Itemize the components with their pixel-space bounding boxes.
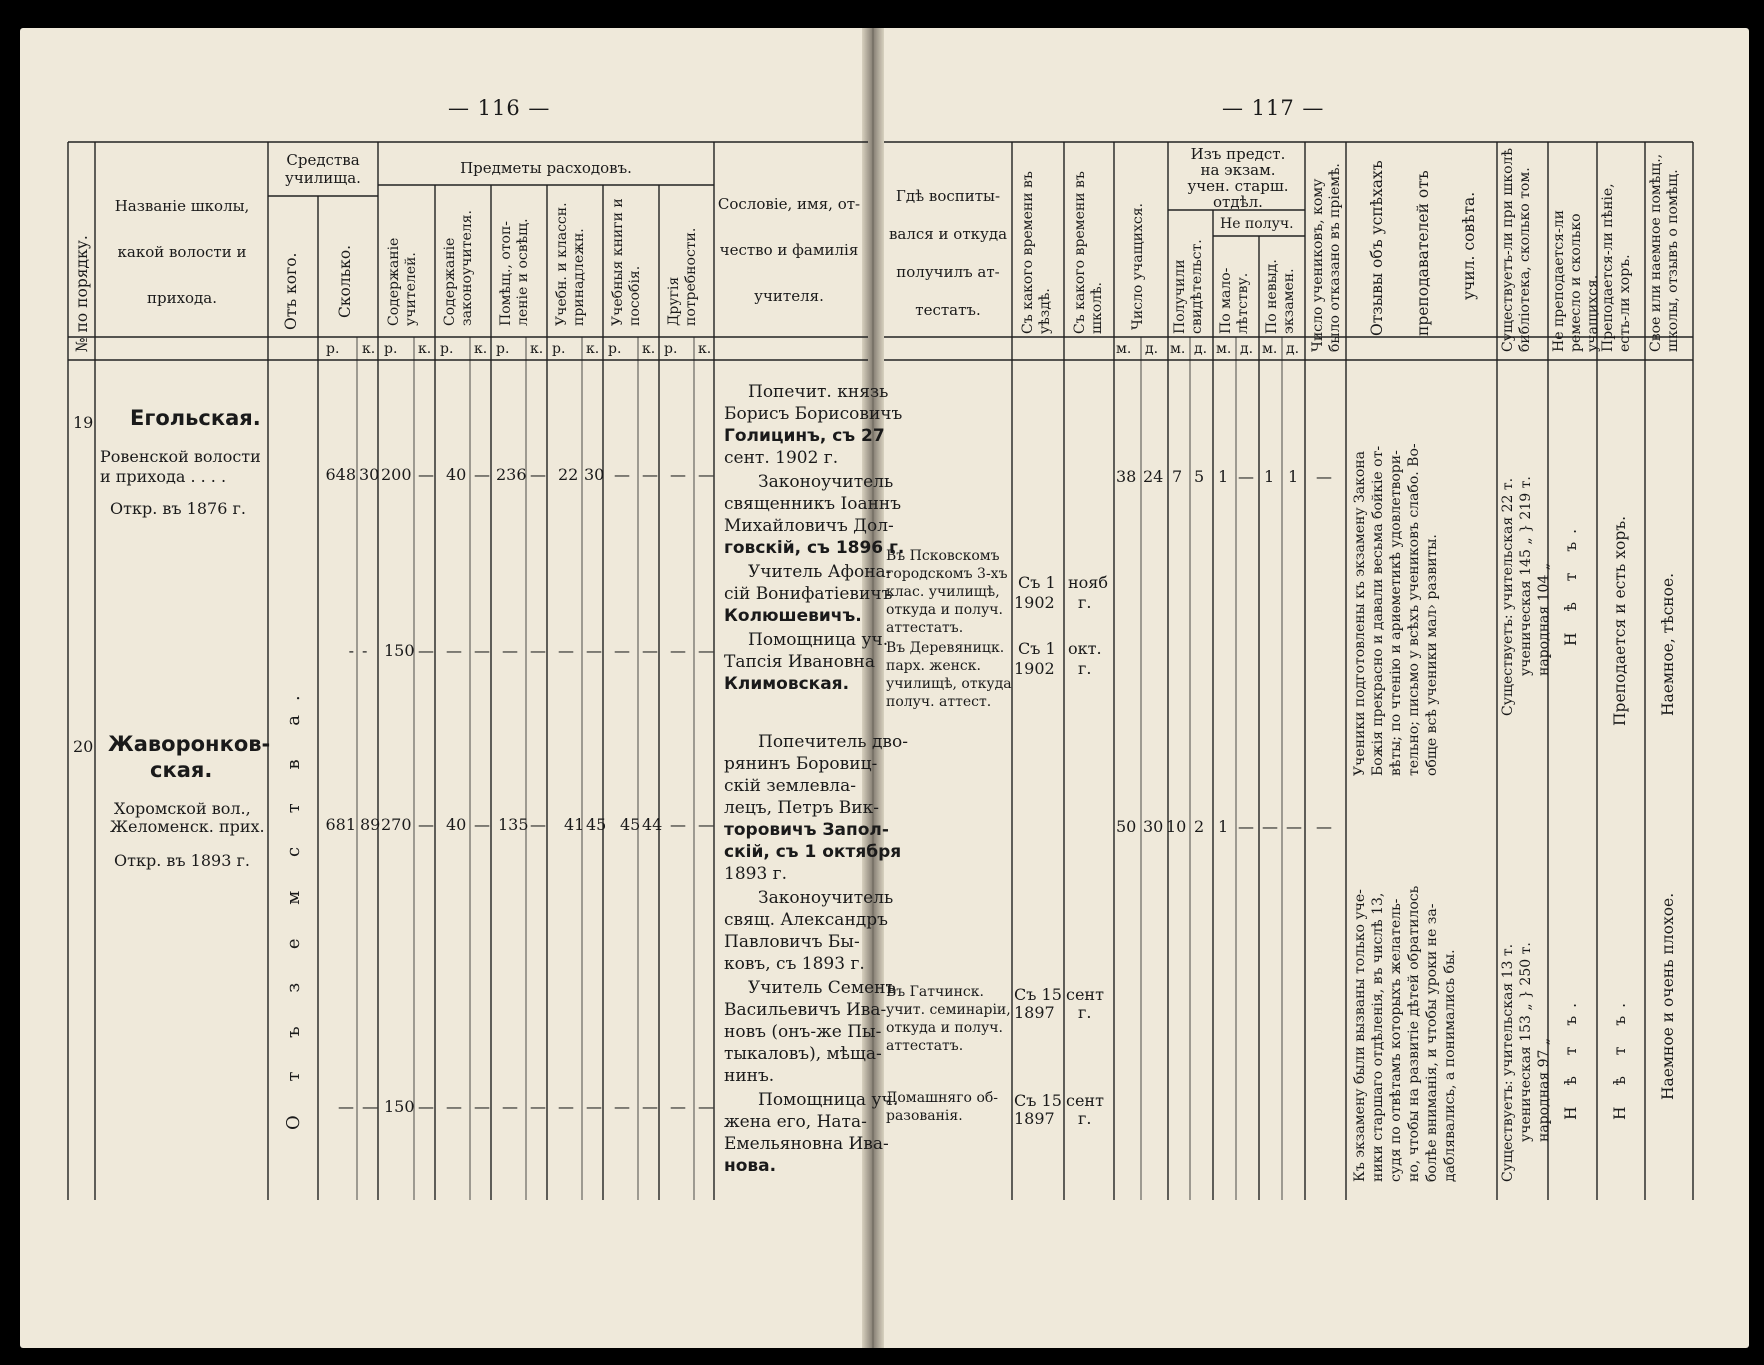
educated-line: клас. училищѣ, <box>886 584 1000 600</box>
teacher-line: Емельяновна Ива- <box>724 1134 889 1154</box>
rk-label: р. <box>496 341 510 357</box>
minor: 1 <box>1264 467 1275 486</box>
header-teacher-1: Сословіе, имя, от- <box>717 195 861 213</box>
rk-label: к. <box>698 341 712 357</box>
premises-value: Наемное, тѣсное. <box>1659 572 1677 716</box>
since-school: сент <box>1066 985 1104 1004</box>
teacher-line: Законоучитель <box>758 888 894 908</box>
teacher-line: нинъ. <box>724 1066 775 1086</box>
review-line: Божія прекрасно и давали весьма бойкіе от- <box>1370 445 1386 776</box>
review-line: даблявались, а понимались бы. <box>1442 949 1458 1182</box>
header-craft: Не преподается-ли ремесло и сколько учащихся. <box>1551 210 1601 352</box>
not-passed: 1 <box>1288 467 1299 486</box>
teacher-line: скій, съ 1 октября <box>724 842 902 862</box>
school-parish: Ровенской волости <box>100 447 261 466</box>
exp-law-r: 40 <box>446 465 467 484</box>
teacher-line: говскій, съ 1896 г. <box>724 538 905 558</box>
educated-line: Въ Деревяницк. <box>886 640 1005 656</box>
review-line: ники старшаго отдѣленія, въ числѣ 13, <box>1370 892 1386 1182</box>
exp-other-r: — <box>670 465 686 484</box>
md-label: д. <box>1286 341 1300 357</box>
received-m: 1 <box>1218 817 1229 836</box>
educated-line: парх. женск. <box>886 658 981 674</box>
library-line: Существуетъ: учительская 22 т. <box>1500 477 1516 716</box>
zemstvo-label: О т ъ з е м с т в а. <box>283 681 304 1130</box>
pupils-m: 38 <box>1116 467 1137 486</box>
pupils-f: 24 <box>1143 467 1164 486</box>
header-teacher-3: учителя. <box>754 287 824 305</box>
exp-supplies-k: 30 <box>584 465 605 484</box>
singing-value: Н ѣ т ъ. <box>1611 994 1629 1120</box>
presented-m: 7 <box>1172 467 1183 486</box>
dash: — <box>446 1097 462 1116</box>
school-opened: Откр. въ 1893 г. <box>114 851 250 870</box>
dash: — <box>614 1097 630 1116</box>
dash: — <box>586 641 602 660</box>
amount-rub: 681 <box>325 815 356 834</box>
teacher-line: Михайловичъ Дол- <box>724 516 894 536</box>
received-f: — <box>1238 817 1254 836</box>
dash: — <box>670 641 686 660</box>
educated-line: разованія. <box>886 1108 963 1124</box>
teacher-cell <box>718 382 905 702</box>
md-label: м. <box>1262 341 1278 357</box>
teacher-line: Учитель Семенъ <box>748 978 897 998</box>
header-presented-3: учен. старш. <box>1187 177 1289 195</box>
rk-label: к. <box>362 341 376 357</box>
dash: — <box>502 641 518 660</box>
not-passed: — <box>1286 817 1302 836</box>
dash: — <box>418 641 434 660</box>
since-school: г. <box>1078 1003 1092 1022</box>
rk-label: р. <box>664 341 678 357</box>
teacher-line: рянинъ Боровиц- <box>724 754 878 774</box>
header-singing: Преподается-ли пѣніе, есть-ли хоръ. <box>1600 183 1633 352</box>
library-line: народная 97 „ <box>1536 1037 1552 1142</box>
since-district: Съ 15 <box>1014 1091 1062 1110</box>
header-received: Получили свидѣтельст. <box>1172 239 1205 334</box>
teacher-line: Павловичъ Бы- <box>724 932 860 952</box>
dash: — <box>530 1097 546 1116</box>
header-exp-law-teacher: Содержаніе законоучителя. <box>442 210 475 326</box>
school-parish: Хоромской вол., <box>114 799 251 818</box>
rk-label: р. <box>440 341 454 357</box>
exp-supplies-r: 41 <box>564 815 585 834</box>
header-means: Средства училища. <box>285 151 361 187</box>
teacher-line: Законоучитель <box>758 472 894 492</box>
exp-teachers-r: 150 <box>384 641 415 660</box>
educated-line: получ. аттест. <box>886 694 992 710</box>
school-opened: Откр. въ 1876 г. <box>110 499 246 518</box>
teacher-line: Помощница уч. <box>758 1090 899 1110</box>
teacher-line: 1893 г. <box>724 864 787 884</box>
craft-value: Н ѣ т ъ. <box>1562 994 1580 1120</box>
review-line: Къ экзамену были вызваны только уче- <box>1352 889 1368 1182</box>
school-parish: Желоменск. прих. <box>110 817 265 836</box>
minor: — <box>1262 817 1278 836</box>
since-district: 1902 <box>1014 659 1055 678</box>
school-number: 19 <box>73 413 94 432</box>
review-line: болѣе вниманія, и чтобы уроки не за- <box>1424 903 1440 1182</box>
header-exp-books: Учебныя книги и пособія. <box>610 198 643 326</box>
rk-label: к. <box>642 341 656 357</box>
dash: — <box>698 1097 714 1116</box>
exp-books-k: 44 <box>642 815 663 834</box>
dash: — <box>642 641 658 660</box>
dash: — <box>614 641 630 660</box>
educated-line: Въ Гатчинск. <box>886 984 984 1000</box>
since-district: Съ 1 <box>1018 639 1056 658</box>
dash: — <box>446 641 462 660</box>
header-since-district: Съ какого времени въ уѣздѣ. <box>1020 171 1053 334</box>
review-line: вѣты; по чтенію и ариѳметикѣ удовлетвори- <box>1388 450 1404 776</box>
review-line: но, чтобы на развитіе дѣтей обратилось <box>1406 885 1422 1182</box>
teacher-line: Колюшевичъ. <box>724 606 862 626</box>
header-minor: По мало- лѣтству. <box>1218 267 1251 334</box>
rk-label: р. <box>326 341 340 357</box>
exp-law-k: — <box>474 815 490 834</box>
educated-line: Въ Псковскомъ <box>886 548 1000 564</box>
educated-line: училищѣ, откуда <box>886 676 1012 692</box>
exp-teachers-r: 270 <box>381 815 412 834</box>
since-school: г. <box>1078 593 1092 612</box>
rk-label: р. <box>608 341 622 357</box>
md-label: д. <box>1240 341 1254 357</box>
rk-label: к. <box>474 341 488 357</box>
since-school: окт. <box>1068 639 1102 658</box>
header-not-received: Не получ. <box>1220 216 1294 232</box>
exp-other-k: — <box>698 815 714 834</box>
header-from-whom: Отъ кого. <box>282 252 300 330</box>
teacher-line: Борисъ Борисовичъ <box>724 404 903 424</box>
educated-line: аттестатъ. <box>886 1038 964 1054</box>
dash: — <box>418 1097 434 1116</box>
school-number: 20 <box>73 737 94 756</box>
teacher-line: сент. 1902 г. <box>724 448 839 468</box>
exp-teachers-k: — <box>418 465 434 484</box>
header-reviews-3: учил. совѣта. <box>1460 191 1478 300</box>
since-school: нояб <box>1068 573 1109 592</box>
header-exp-teachers: Содержаніе учителей. <box>386 237 419 326</box>
header-educated-3: получилъ ат- <box>896 263 1000 281</box>
teacher-cell <box>718 732 908 1182</box>
header-since-school: Съ какого времени въ школѣ. <box>1072 171 1105 334</box>
teacher-line: Тапсія Ивановна <box>724 652 876 672</box>
rk-label: к. <box>586 341 600 357</box>
review-line: тельно; письмо у всѣхъ учениковъ слабо. Во- <box>1406 443 1422 776</box>
refused: — <box>1316 817 1332 836</box>
teacher-line: ковъ, съ 1893 г. <box>724 954 865 974</box>
header-premises: Свое или наемное помѣщ., школы, отзывъ о помѣщ. <box>1648 153 1681 352</box>
exp-other-k: — <box>698 465 714 484</box>
craft-value: Н ѣ т ъ. <box>1562 520 1580 646</box>
header-how-much: Сколько. <box>336 244 354 318</box>
exp-premises-r: 135 <box>498 815 529 834</box>
refused: — <box>1316 467 1332 486</box>
teacher-line: Васильевичъ Ива- <box>724 1000 887 1020</box>
exp-teachers-k: — <box>418 815 434 834</box>
presented-f: 5 <box>1194 467 1205 486</box>
rk-label: р. <box>384 341 398 357</box>
teacher-line: нова. <box>724 1156 777 1176</box>
header-reviews-2: преподавателей отъ <box>1414 170 1432 336</box>
header-educated-2: вался и откуда <box>888 225 1008 243</box>
school-parish: и прихода . . . . <box>100 467 227 486</box>
teacher-line: торовичъ Запол- <box>724 820 889 840</box>
header-school-1: Названіе школы, <box>114 197 250 215</box>
header-educated-4: тестатъ. <box>915 301 981 319</box>
page-number-right: — 117 — <box>1222 96 1325 120</box>
amount-kop: 89 <box>360 815 381 834</box>
teacher-line: тыкаловъ), мѣща- <box>724 1044 882 1064</box>
singing-value: Преподается и есть хоръ. <box>1611 515 1629 726</box>
header-school-3: прихода. <box>146 289 218 307</box>
header-library: Существуетъ-ли при школѣ библіотека, сколько том. <box>1500 148 1533 352</box>
md-label: м. <box>1216 341 1232 357</box>
amount-rub: — <box>338 1097 354 1116</box>
amount-kop: 30 <box>359 465 380 484</box>
teacher-line: лецъ, Петръ Вик- <box>724 798 880 818</box>
educated-line: Домашняго об- <box>886 1090 999 1106</box>
teacher-line: священникъ Іоаннъ <box>724 494 902 514</box>
library-line: ученическая 145 „ } 219 т. <box>1518 476 1534 676</box>
received-f: — <box>1238 467 1254 486</box>
teacher-line: новъ (онъ-же Пы- <box>724 1022 882 1042</box>
md-label: м. <box>1170 341 1186 357</box>
dash: — <box>474 641 490 660</box>
library-line: ученическая 153 „ } 250 т. <box>1518 942 1534 1142</box>
teacher-line: скій землевла- <box>724 776 856 796</box>
md-label: д. <box>1194 341 1208 357</box>
exp-other-r: — <box>670 815 686 834</box>
rk-label: к. <box>418 341 432 357</box>
dash: — <box>670 1097 686 1116</box>
dash: — <box>474 1097 490 1116</box>
rk-label: р. <box>552 341 566 357</box>
since-school: г. <box>1078 659 1092 678</box>
amount-rub: - <box>348 641 354 660</box>
md-label: м. <box>1116 341 1132 357</box>
teacher-line: сій Вонифатіевичъ <box>724 584 893 604</box>
exp-law-r: 40 <box>446 815 467 834</box>
teacher-line: жена его, Ната- <box>724 1112 867 1132</box>
rk-label: к. <box>530 341 544 357</box>
library-line: народная 104 „ <box>1536 562 1552 676</box>
header-educated-1: Гдѣ воспиты- <box>895 187 1001 205</box>
school-name: Жаворонков- <box>108 732 271 756</box>
dash: — <box>558 641 574 660</box>
teacher-line: Попечитель дво- <box>758 732 908 752</box>
exp-books-k: — <box>642 465 658 484</box>
header-not-passed: По невыд. экзамен. <box>1264 259 1297 334</box>
library-line: Существуетъ: учительская 13 т. <box>1500 943 1516 1182</box>
amount-kop: - <box>362 641 368 660</box>
premises-value: Наемное и очень плохое. <box>1659 892 1677 1100</box>
dash: — <box>502 1097 518 1116</box>
review-line: Ученики подготовлены къ экзамену Закона <box>1352 451 1368 776</box>
teacher-line: свящ. Александръ <box>724 910 888 930</box>
header-school-2: какой волости и <box>117 243 247 261</box>
header-exp-other: Другія потребности. <box>666 227 699 326</box>
exp-books-r: — <box>614 465 630 484</box>
md-label: д. <box>1145 341 1159 357</box>
dash: — <box>558 1097 574 1116</box>
since-school: г. <box>1078 1109 1092 1128</box>
exp-supplies-k: 45 <box>586 815 607 834</box>
header-exp-supplies: Учебн. и классн. принадлежн. <box>554 202 587 326</box>
amount-rub: 648 <box>325 465 356 484</box>
exp-premises-r: 236 <box>496 465 527 484</box>
header-pupils: Число учащихся. <box>1130 203 1146 330</box>
educated-line: откуда и получ. <box>886 602 1003 618</box>
educated-line: откуда и получ. <box>886 1020 1003 1036</box>
exp-premises-k: — <box>530 815 546 834</box>
dash: — <box>586 1097 602 1116</box>
educated-line: учит. семинаріи, <box>886 1002 1011 1018</box>
educated-line: аттестатъ. <box>886 620 964 636</box>
exp-law-k: — <box>474 465 490 484</box>
exp-teachers-r: 150 <box>384 1097 415 1116</box>
exp-books-r: 45 <box>620 815 641 834</box>
since-district: Съ 15 <box>1014 985 1062 1004</box>
review-line: обще всѣ ученики мал› развиты. <box>1424 534 1440 776</box>
header-presented-4: отдѣл. <box>1213 193 1263 211</box>
dash: — <box>642 1097 658 1116</box>
teacher-line: Попечит. князь <box>748 382 889 402</box>
teacher-line: Учитель Афона- <box>748 562 892 582</box>
school-name: ская. <box>150 758 213 782</box>
dash: — <box>698 641 714 660</box>
since-district: 1897 <box>1014 1109 1055 1128</box>
header-reviews-1: Отзывы объ успѣхахъ <box>1368 160 1386 336</box>
review-line: судя по отвѣтамъ которыхъ желатель- <box>1388 898 1404 1182</box>
teacher-line: Климовская. <box>724 674 850 694</box>
dash: — <box>530 641 546 660</box>
page-number-left: — 116 — <box>448 96 551 120</box>
amount-kop: — <box>362 1097 378 1116</box>
exp-premises-k: — <box>530 465 546 484</box>
header-number: № по порядку. <box>73 235 91 352</box>
presented-f: 2 <box>1194 817 1205 836</box>
since-district: 1902 <box>1014 593 1055 612</box>
header-presented-2: на экзам. <box>1200 161 1276 179</box>
since-school: сент <box>1066 1091 1104 1110</box>
pupils-f: 30 <box>1143 817 1164 836</box>
pupils-m: 50 <box>1116 817 1137 836</box>
received-m: 1 <box>1218 467 1229 486</box>
since-district: Съ 1 <box>1018 573 1056 592</box>
header-teacher-2: чество и фамилія <box>719 241 859 259</box>
header-expenses: Предметы расходовъ. <box>460 159 632 177</box>
header-presented-1: Изъ предст. <box>1190 145 1286 163</box>
since-district: 1897 <box>1014 1003 1055 1022</box>
educated-line: городскомъ 3-хъ <box>886 566 1008 582</box>
exp-teachers-r: 200 <box>381 465 412 484</box>
teacher-line: Помощница уч. <box>748 630 889 650</box>
exp-supplies-r: 22 <box>558 465 579 484</box>
teacher-line: Голицинъ, съ 27 <box>724 426 885 446</box>
presented-m: 10 <box>1166 817 1187 836</box>
school-name: Егольская. <box>130 406 261 430</box>
header-refused: Число учениковъ, кому было отказано въ пріемѣ. <box>1310 163 1343 352</box>
header-exp-premises: Помѣщ., отоп- леніе и освѣщ. <box>498 218 531 326</box>
